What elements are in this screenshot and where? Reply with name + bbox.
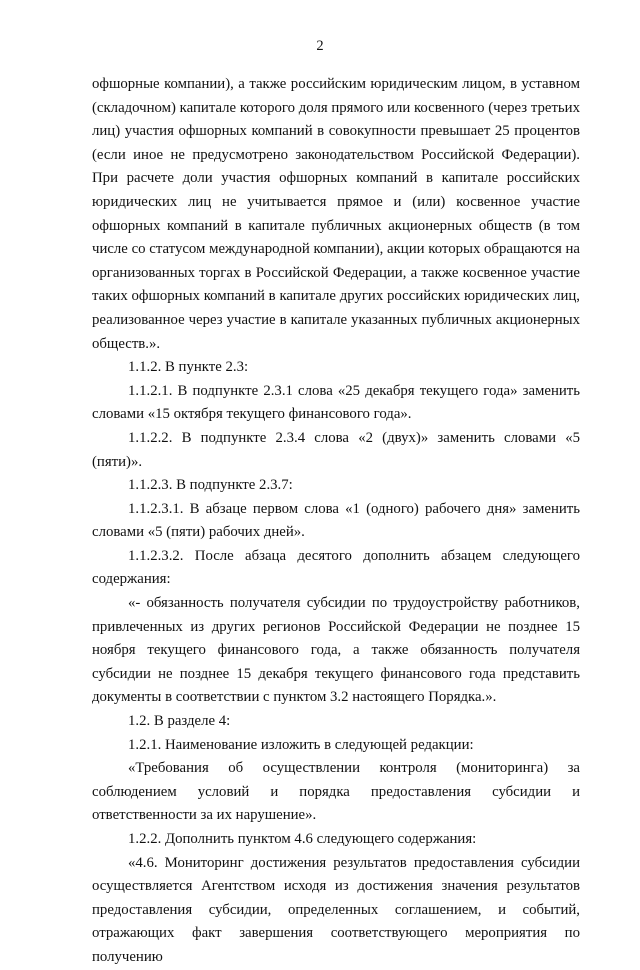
paragraph: «4.6. Мониторинг достижения результатов предоставления субсидии осуществляется Агентством исходя из достижения значения результатов предоставления субсидии, определенных соглашением, и событий, отражающих факт завершения соответствующего мероприятия по получению — [92, 854, 580, 965]
paragraph: 1.1.2.3. В подпункте 2.3.7: — [128, 477, 293, 494]
document-body — [92, 73, 580, 970]
paragraph: 1.1.2. В пункте 2.3: — [128, 359, 249, 376]
paragraph: 1.2.2. Дополнить пунктом 4.6 следующего содержания: — [128, 831, 477, 847]
paragraph: 1.1.2.3.1. В абзаце первом слова «1 (одного) рабочего дня» заменить словами «5 (пяти) рабочих дней». — [92, 500, 580, 541]
paragraph: 1.1.2.1. В подпункте 2.3.1 слова «25 декабря текущего года» заменить словами «15 октября текущего финансового года». — [92, 382, 580, 423]
paragraph: офшорные компании), а также российским юридическим лицом, в уставном (складочном) капитале которого доля прямого или косвенного (через третьих лиц) участия офшорных компаний в совокупности превышает 25 процентов (если иное не предусмотрено законодательством Российской Федерации). При расчете доли участия офшорных компаний в капитале российских юридических лиц не учитывается прямое и (или) косвенное участие офшорных компаний в капитале публичных акционерных обществ (в том числе со статусом международной компании), акции которых обращаются на организованных торгах в Российской Федерации, а также косвенное участие таких офшорных компаний в капитале других российских юридических лиц, реализованное через участие в капитале указанных публичных акционерных обществ.». — [92, 76, 580, 352]
paragraph: 1.1.2.2. В подпункте 2.3.4 слова «2 (двух)» заменить словами «5 (пяти)». — [92, 429, 580, 470]
paragraph: «Требования об осуществлении контроля (мониторинга) за соблюдением условий и порядка предоставления субсидии и ответственности за их нарушение». — [92, 760, 580, 824]
page-number: 2 — [316, 38, 324, 54]
paragraph: 1.2. В разделе 4: — [128, 713, 231, 730]
paragraph: «- обязанность получателя субсидии по трудоустройству работников, привлеченных из других регионов Российской Федерации не позднее 15 ноября текущего финансового года, а также обязанность получателя субсидии не позднее 15 декабря текущего финансового года представить документы в соответствии с пунктом 3.2 настоящего Порядка.». — [92, 595, 580, 706]
paragraph: 1.2.1. Наименование изложить в следующей редакции: — [128, 736, 474, 753]
paragraph: 1.1.2.3.2. После абзаца десятого дополнить абзацем следующего содержания: — [92, 547, 580, 588]
